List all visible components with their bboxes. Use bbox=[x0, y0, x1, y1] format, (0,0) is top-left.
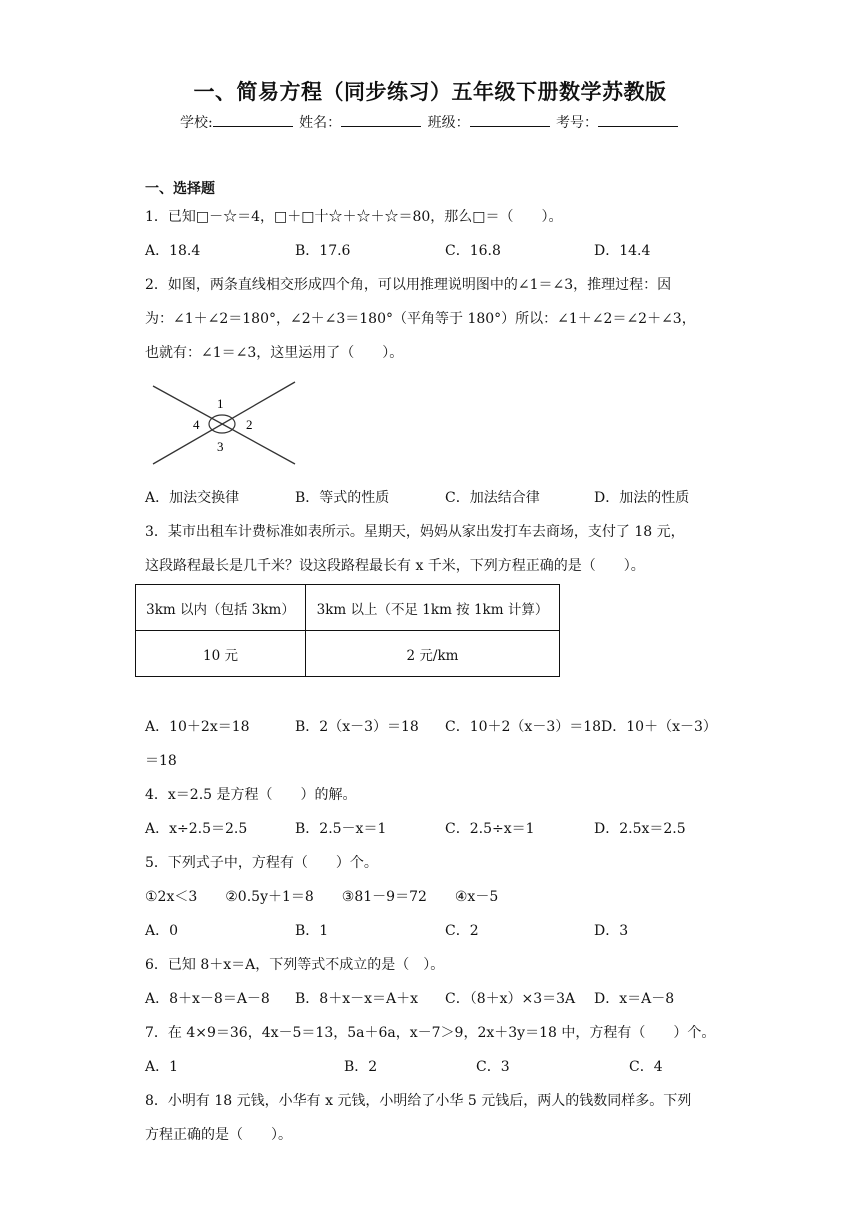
q6-option-b: B．8＋x－x＝A＋x bbox=[295, 991, 418, 1007]
table-row bbox=[136, 631, 560, 677]
q6-option-d: D．x＝A－8 bbox=[594, 991, 675, 1007]
q7-option-a: A．1 bbox=[145, 1059, 179, 1075]
q6-option-a: A．8＋x－8＝A－8 bbox=[145, 991, 270, 1007]
q7-option-b: B．2 bbox=[344, 1059, 378, 1075]
student-info-line bbox=[0, 112, 860, 132]
table-header-cell: 3km 以上（不足 1km 按 1km 计算） bbox=[306, 585, 560, 631]
question-3-line-2: 这段路程最长是几千米？设这段路程最长有 x 千米，下列方程正确的是（ ）。 bbox=[145, 558, 645, 574]
q5-option-b: B．1 bbox=[295, 923, 329, 939]
q3-option-b: B．2（x－3）＝18 bbox=[295, 719, 419, 735]
question-7-text: 7．在 4×9＝36，4x－5＝13，5a＋6a，x－7＞9，2x＋3y＝18 中，方程有（ ）个。 bbox=[145, 1025, 716, 1041]
q5-option-d: D．3 bbox=[594, 923, 629, 939]
q1-option-a: A．18.4 bbox=[145, 243, 201, 259]
page-title: 一、简易方程（同步练习）五年级下册数学苏教版 bbox=[193, 80, 667, 104]
name-label: 姓名： bbox=[299, 115, 342, 131]
q2-option-a: A．加法交换律 bbox=[145, 490, 240, 506]
q2-option-d: D．加法的性质 bbox=[594, 490, 690, 506]
question-4-text: 4．x＝2.5 是方程（ ）的解。 bbox=[145, 787, 357, 803]
exam-number-label: 考号： bbox=[556, 115, 599, 131]
q4-option-c: C．2.5÷x＝1 bbox=[445, 821, 535, 837]
question-5-items: ①2x＜3 ②0.5y＋1＝8 ③81－9＝72 ④x－5 bbox=[145, 889, 499, 905]
question-1-text: 1．已知□－☆＝4，□＋□十☆＋☆＋☆＝80，那么□＝（ ）。 bbox=[145, 209, 563, 225]
q3-option-a: A．10＋2x＝18 bbox=[145, 719, 250, 735]
q1-option-c: C．16.8 bbox=[445, 243, 501, 259]
class-blank bbox=[470, 112, 550, 127]
angle-label-2: 2 bbox=[246, 417, 253, 432]
intersecting-lines-figure bbox=[145, 372, 305, 472]
class-label: 班级： bbox=[427, 115, 470, 131]
q2-option-c: C．加法结合律 bbox=[445, 490, 540, 506]
table-header-cell: 3km 以内（包括 3km） bbox=[136, 585, 306, 631]
table-cell: 10 元 bbox=[136, 631, 306, 677]
q2-option-b: B．等式的性质 bbox=[295, 490, 390, 506]
q3-option-d-continued: ＝18 bbox=[145, 753, 177, 769]
question-2-line-1: 2．如图，两条直线相交形成四个角，可以用推理说明图中的∠1＝∠3，推理过程：因 bbox=[145, 277, 672, 293]
q4-option-b: B．2.5－x＝1 bbox=[295, 821, 387, 837]
exam-number-blank bbox=[598, 112, 678, 127]
q4-option-a: A．x÷2.5＝2.5 bbox=[145, 821, 248, 837]
q1-option-b: B．17.6 bbox=[295, 243, 351, 259]
question-8-line-1: 8．小明有 18 元钱，小华有 x 元钱，小明给了小华 5 元钱后，两人的钱数同样多。下列 bbox=[145, 1093, 692, 1109]
q1-option-d: D．14.4 bbox=[594, 243, 651, 259]
angle-label-3: 3 bbox=[217, 439, 224, 454]
angle-label-1: 1 bbox=[217, 396, 224, 411]
fare-table bbox=[135, 584, 560, 677]
question-3-line-1: 3．某市出租车计费标准如表所示。星期天，妈妈从家出发打车去商场，支付了 18 元， bbox=[145, 524, 685, 540]
question-2-line-3: 也就有：∠1＝∠3，这里运用了（ ）。 bbox=[145, 345, 404, 361]
question-6-text: 6．已知 8＋x＝A，下列等式不成立的是（ ）。 bbox=[145, 957, 445, 973]
q6-option-c: C．（8＋x）×3＝3A bbox=[445, 991, 576, 1007]
q7-option-d: C．4 bbox=[629, 1059, 663, 1075]
q5-option-a: A．0 bbox=[145, 923, 179, 939]
question-2-line-2: 为：∠1＋∠2＝180°，∠2＋∠3＝180°（平角等于 180°）所以：∠1＋∠2＝∠2＋∠3， bbox=[145, 311, 696, 327]
table-row bbox=[136, 585, 560, 631]
name-blank bbox=[341, 112, 421, 127]
question-5-text: 5．下列式子中，方程有（ ）个。 bbox=[145, 855, 378, 871]
q7-option-c: C．3 bbox=[476, 1059, 510, 1075]
q4-option-d: D．2.5x＝2.5 bbox=[594, 821, 686, 837]
q3-option-c-d: C．10＋2（x－3）＝18D．10＋（x－3） bbox=[445, 719, 717, 735]
q5-option-c: C．2 bbox=[445, 923, 479, 939]
school-label: 学校: bbox=[179, 115, 213, 131]
table-cell: 2 元/km bbox=[306, 631, 560, 677]
section-heading: 一、选择题 bbox=[145, 181, 215, 197]
angle-label-4: 4 bbox=[193, 417, 200, 432]
school-blank bbox=[213, 112, 293, 127]
question-8-line-2: 方程正确的是（ ）。 bbox=[145, 1127, 292, 1143]
